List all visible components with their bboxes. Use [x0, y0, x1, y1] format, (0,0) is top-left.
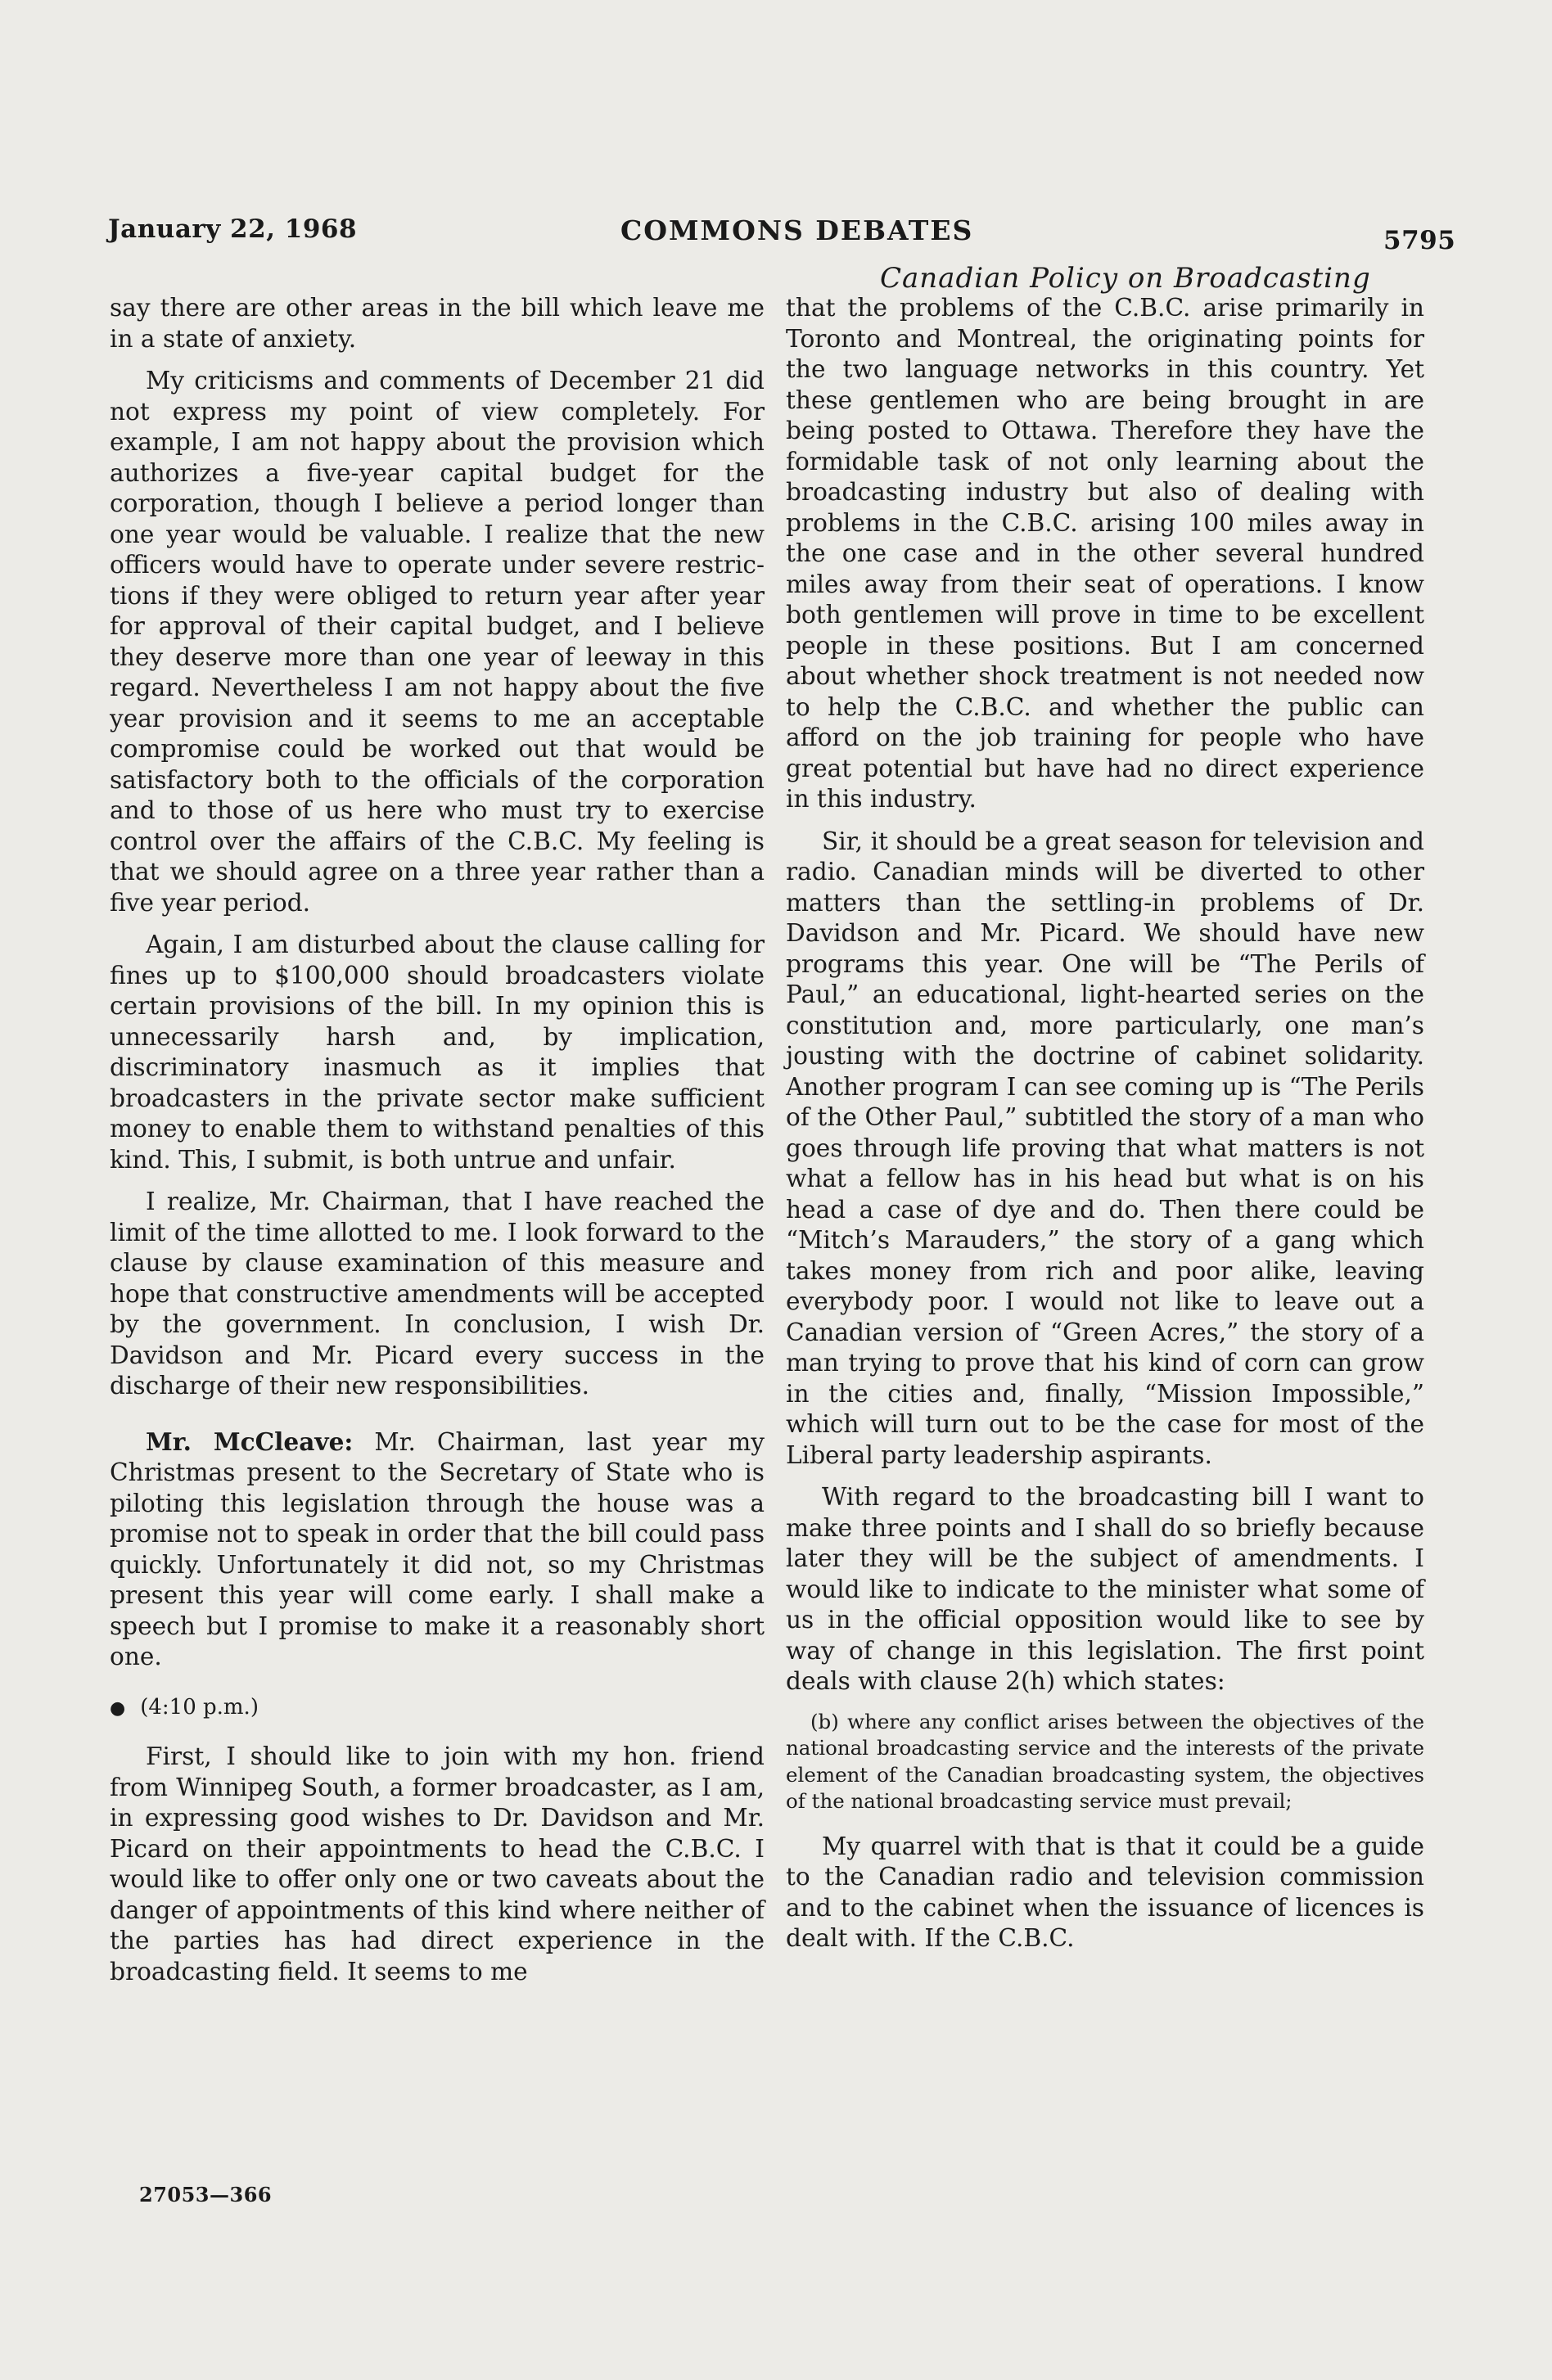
paragraph: My criticisms and comments of December 21 did not express my point of view completely. For example, I am not happy about the provision which authorizes a five-year capital budget for the corporation, though I believe a period longer than one year would be valuable. I realize that the new officers would have to operate under severe restrictions if they were obliged to return year after year for approval of their capital budget, and I believe they deserve more than one year of leeway in this regard. Nevertheless I am not happy about the five year provision and it seems to me an acceptable compromise could be worked out that would be satisfactory both to the officials of the corporation and to those of us here who must try to exercise control over the affairs of the C.B.C. My feeling is that we should agree on a three year rather than a five year period. [110, 367, 765, 917]
printer-code: 27053—366 [139, 2183, 273, 2206]
paragraph: With regard to the broadcasting bill I want to make three points and I shall do so briefly because later they will be the subject of amendments. I would like to indicate to the minister what some of us in the official opposition would like to see by way of change in this legislation. The first point deals with clause 2(h) which states: [786, 1483, 1424, 1695]
header-title: COMMONS DEBATES [620, 214, 974, 246]
paragraph: My quarrel with that is that it could be a guide to the Canadian radio and television commission and to the cabinet when the issuance of licences is dealt with. If the C.B.C. [786, 1832, 1424, 1952]
page-number: 5795 [1383, 226, 1456, 255]
header-date: January 22, 1968 [108, 214, 358, 244]
section-subheading: Canadian Policy on Broadcasting [880, 262, 1371, 295]
right-column [786, 293, 1424, 1966]
paragraph: Sir, it should be a great season for television and radio. Canadian minds will be diverted to other matters than the settling-in problems of Dr. Davidson and Mr. Picard. We should have new programs this year. One will be “The Perils of Paul,” an educational, light-hearted series on the constitution and, more particularly, one man’s jousting with the doctrine of cabinet solidarity. Another program I can see coming up is “The Perils of the Other Paul,” subtitled the story of a man who goes through life proving that what matters is not what a fellow has in his head but what is on his head a case of dye and do. Then there could be “Mitch’s Marauders,” the story of a gang which takes money from rich and poor alike, leaving everybody poor. I would not like to leave out a Canadian version of “Green Acres,” the story of a man trying to prove that his kind of corn can grow in the cities and, finally, “Mission Impossible,” which will turn out to be the case for most of the Liberal party leadership aspirants. [786, 827, 1424, 1469]
time-marker-text: (4:10 p.m.) [140, 1694, 259, 1720]
time-marker [110, 1693, 765, 1724]
speaker-paragraph [110, 1427, 765, 1673]
paragraph: First, I should like to join with my hon. friend from Winnipeg South, a former broadcaster, as I am, in expressing good wishes to Dr. Davidson and Mr. Picard on their appointments to head the C.B.C. I would like to offer only one or two caveats about the danger of appointments of this kind where neither of the parties has had direct experience in the broadcasting field. It seems to me [110, 1742, 765, 1986]
paragraph: Again, I am disturbed about the clause calling for fines up to $100,000 should broadcasters violate certain provisions of the bill. In my opinion this is unnecessarily harsh and, by implication, discriminatory inasmuch as it implies that broadcasters in the private sector make sufficient money to enable them to withstand penalties of this kind. This, I submit, is both untrue and unfair. [110, 931, 765, 1174]
bullet-icon: ● [110, 1697, 126, 1719]
left-column [110, 293, 765, 1999]
paragraph: say there are other areas in the bill which leave me in a state of anxiety. [110, 294, 765, 353]
paragraph: I realize, Mr. Chairman, that I have reached the limit of the time allotted to me. I look forward to the clause by clause examination of this measure and hope that constructive amendments will be accepted by the government. In conclusion, I wish Dr. Davidson and Mr. Picard every success in the discharge of their new responsibilities. [110, 1188, 765, 1400]
quoted-clause: (b) where any conflict arises between the objectives of the national broadcasting service and the interests of the private element of the Canadian broadcasting system, the objectives of the national broadcasting service must prevail; [786, 1709, 1424, 1813]
speech-text: Mr. Chairman, last year my Christmas present to the Secretary of State who is piloting this legislation through the house was a promise not to speak in order that the bill could pass quickly. Unfortunately it did not, so my Christmas present this year will come early. I shall make a speech but I promise to make it a reasonably short one. [110, 1427, 765, 1670]
speaker-name: Mr. McCleave: [146, 1427, 354, 1456]
paragraph: that the problems of the C.B.C. arise primarily in Toronto and Montreal, the originating points for the two language networks in this country. Yet these gentlemen who are being brought in are being posted to Ottawa. Therefore they have the formidable task of not only learning about the broadcasting industry but also of dealing with problems in the C.B.C. arising 100 miles away in the one case and in the other several hundred miles away from their seat of operations. I know both gentlemen will prove in time to be excellent people in these positions. But I am concerned about whether shock treatment is not needed now to help the C.B.C. and whether the public can afford on the job training for people who have great potential but have had no direct experience in this industry. [786, 294, 1424, 813]
